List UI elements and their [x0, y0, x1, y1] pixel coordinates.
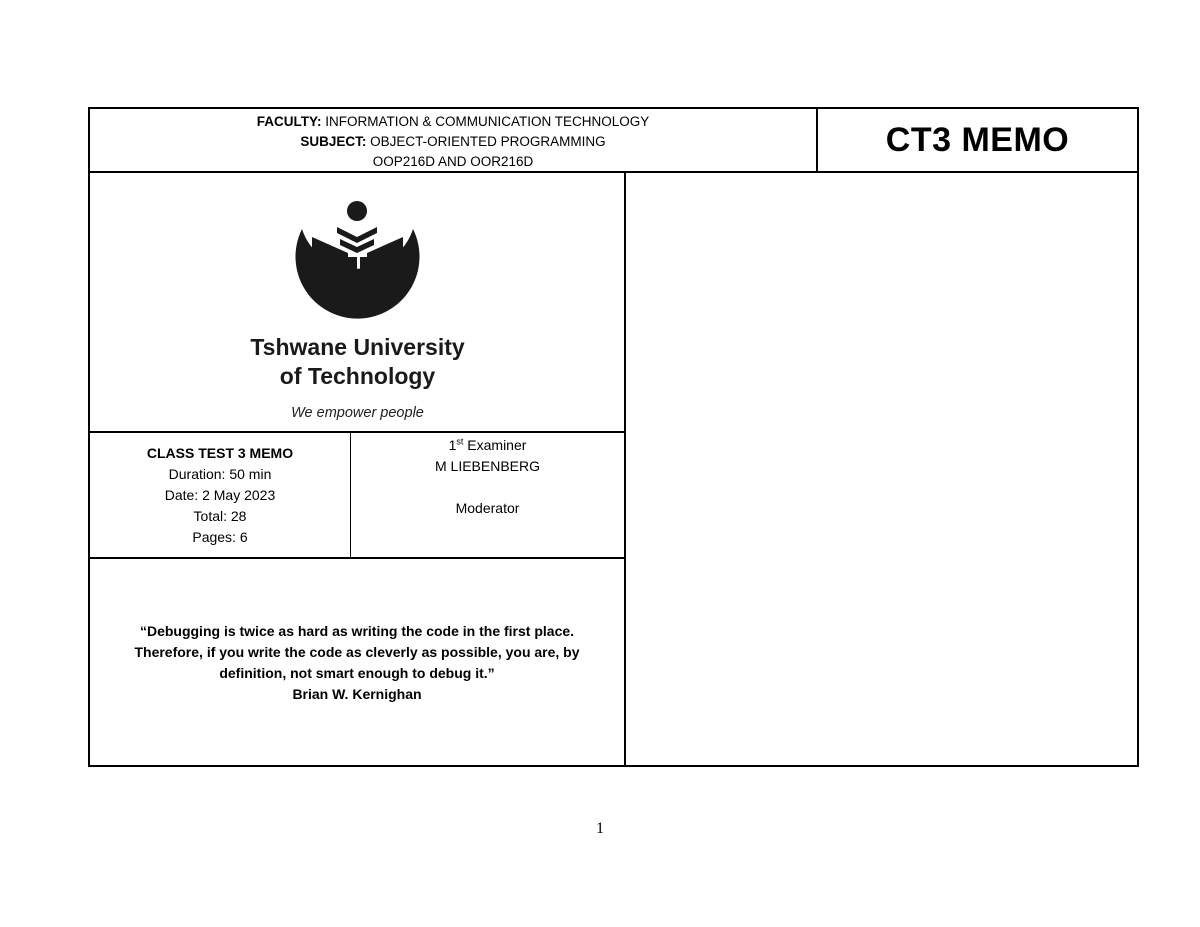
- examiner-details: [351, 433, 624, 559]
- tut-logo-icon: [290, 199, 425, 321]
- left-column: [90, 173, 626, 765]
- test-duration: Duration: 50 min: [168, 466, 272, 482]
- test-date: Date: 2 May 2023: [164, 487, 276, 503]
- university-name-line1: Tshwane University: [250, 334, 465, 360]
- subject-value: OBJECT-ORIENTED PROGRAMMING: [366, 134, 606, 149]
- test-details: [90, 433, 351, 557]
- quote-line2: Therefore, if you write the code as cleverly as possible, you are, by: [134, 644, 580, 660]
- quote-author: Brian W. Kernighan: [292, 686, 422, 702]
- quote-panel: [90, 559, 624, 765]
- faculty-label: FACULTY:: [256, 114, 322, 129]
- university-name-line2: of Technology: [279, 363, 436, 389]
- first-examiner-sup: st: [456, 436, 464, 447]
- test-title: CLASS TEST 3 MEMO: [146, 445, 294, 461]
- spacer: [351, 477, 624, 498]
- test-info-row: [90, 433, 624, 559]
- test-pages: Pages: 6: [192, 529, 248, 545]
- logo-panel: [90, 173, 624, 433]
- first-examiner-label: [351, 435, 624, 456]
- moderator-label: Moderator: [455, 500, 520, 516]
- first-examiner-name: M LIEBENBERG: [434, 458, 541, 474]
- quote-line3: definition, not smart enough to debug it.”: [219, 665, 495, 681]
- header-info: [90, 109, 818, 173]
- university-motto: We empower people: [291, 405, 424, 421]
- subject-line: [90, 132, 816, 152]
- university-name: [250, 333, 465, 391]
- faculty-value: INFORMATION & COMMUNICATION TECHNOLOGY: [321, 114, 650, 129]
- first-examiner-num: 1: [448, 437, 457, 453]
- faculty-line: [90, 112, 816, 132]
- cover-sheet: [88, 107, 1139, 767]
- test-total: Total: 28: [193, 508, 247, 524]
- first-examiner-text: Examiner: [463, 437, 527, 453]
- page-number: 1: [596, 820, 604, 837]
- doc-title: CT3 MEMO: [818, 109, 1137, 173]
- course-codes: OOP216D AND OOR216D: [372, 154, 534, 169]
- quote-line1: “Debugging is twice as hard as writing the code in the first place.: [139, 623, 575, 639]
- subject-label: SUBJECT:: [300, 134, 367, 149]
